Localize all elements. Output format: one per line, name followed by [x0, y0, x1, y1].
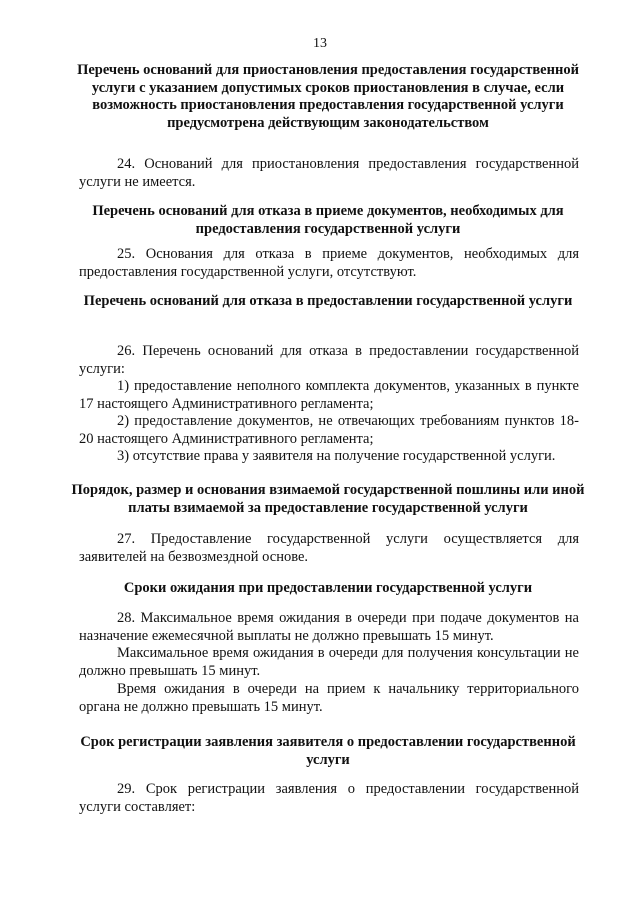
- list-item-26-1: 1) предоставление неполного комплекта документов, указанных в пункте 17 настоящего Административного регламента;: [79, 378, 579, 412]
- paragraph-24: 24. Оснований для приостановления предоставления государственной услуги не имеется.: [79, 156, 579, 190]
- list-item-26-3: 3) отсутствие права у заявителя на получение государственной услуги.: [117, 448, 556, 464]
- heading-refusal-service: Перечень оснований для отказа в предоставлении государственной услуги: [83, 293, 573, 309]
- paragraph-27: 27. Предоставление государственной услуги осуществляется для заявителей на безвозмездной основе.: [79, 531, 579, 565]
- heading-suspension: Перечень оснований для приостановления предоставления государственной услуги с указанием допустимых сроков приостановления в случае, если возможность приостановления предоставления государственной услуги предусмотрена действующим законодательством: [77, 62, 579, 131]
- list-item-26-2: 2) предоставление документов, не отвечающих требованиям пунктов 18-20 настоящего Административного регламента;: [79, 413, 579, 447]
- paragraph-28-reception: Время ожидания в очереди на прием к начальнику территориального органа не должно превышать 15 минут.: [79, 681, 579, 715]
- paragraph-28-consultation: Максимальное время ожидания в очереди для получения консультации не должно превышать 15 минут.: [79, 645, 579, 679]
- heading-refusal-documents: Перечень оснований для отказа в приеме документов, необходимых для предоставления государственной услуги: [92, 203, 564, 237]
- paragraph-29: 29. Срок регистрации заявления о предоставлении государственной услуги составляет:: [79, 781, 579, 815]
- paragraph-25: 25. Основания для отказа в приеме документов, необходимых для предоставления государственной услуги, отсутствуют.: [79, 246, 579, 280]
- page-number: 13: [313, 36, 327, 51]
- heading-fee: Порядок, размер и основания взимаемой государственной пошлины или иной платы взимаемой за предоставление государственной услуги: [71, 482, 585, 516]
- heading-waiting-time: Сроки ожидания при предоставлении государственной услуги: [123, 580, 533, 596]
- paragraph-28: 28. Максимальное время ожидания в очереди при подаче документов на назначение ежемесячной выплаты не должно превышать 15 минут.: [79, 610, 579, 644]
- paragraph-26: 26. Перечень оснований для отказа в предоставлении государственной услуги:: [79, 343, 579, 377]
- heading-registration: Срок регистрации заявления заявителя о предоставлении государственной услуги: [80, 734, 576, 768]
